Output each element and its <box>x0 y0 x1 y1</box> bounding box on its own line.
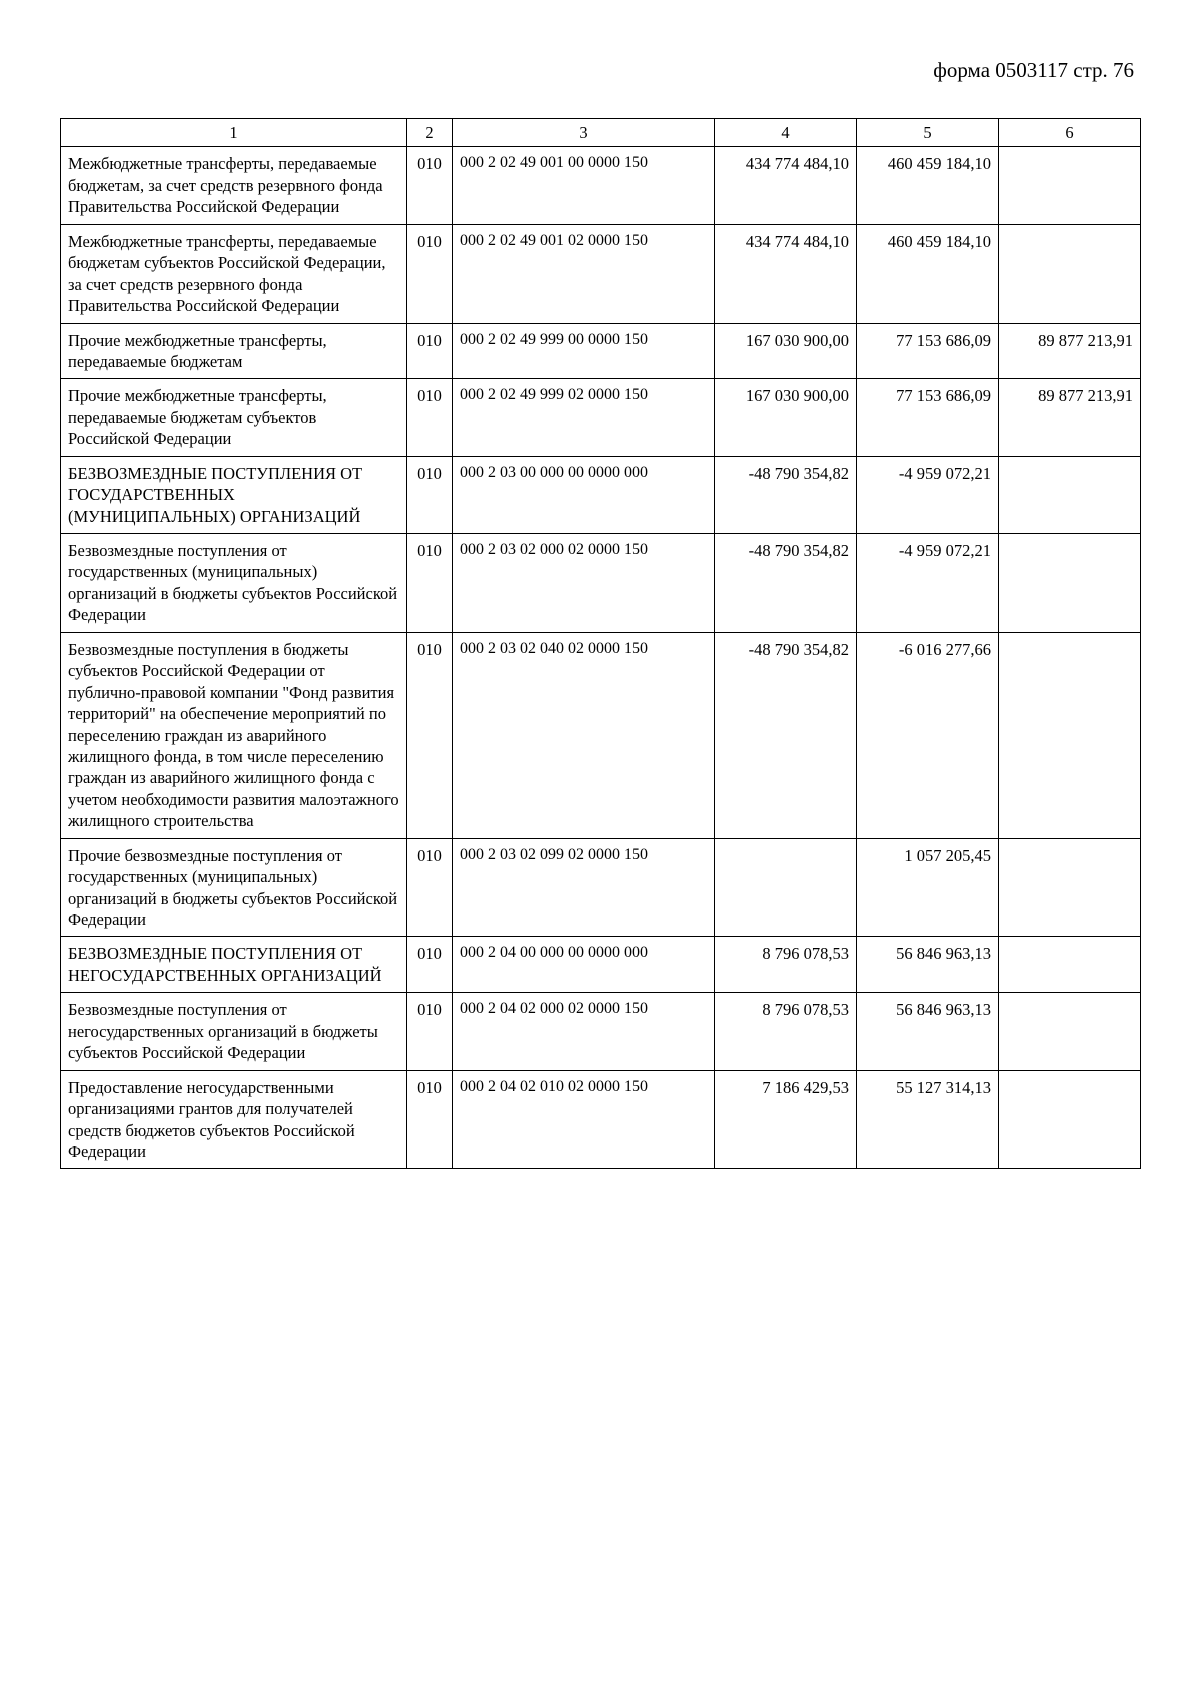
budget-execution-table <box>60 118 1141 1169</box>
row-name-cell: Прочие межбюджетные трансферты, передаваемые бюджетам субъектов Российской Федерации <box>61 379 407 456</box>
table-row <box>61 937 1141 993</box>
column-header-1: 1 <box>61 119 407 147</box>
unexecuted-amount-cell <box>999 456 1141 533</box>
income-code-cell: 000 2 02 49 001 02 0000 150 <box>453 224 715 323</box>
approved-amount-cell: -48 790 354,82 <box>715 534 857 633</box>
row-name-cell: Межбюджетные трансферты, передаваемые бюджетам субъектов Российской Федерации, за счет средств резервного фонда Правительства Российской Федерации <box>61 224 407 323</box>
income-code-cell: 000 2 04 00 000 00 0000 000 <box>453 937 715 993</box>
approved-amount-cell: 167 030 900,00 <box>715 379 857 456</box>
column-header-3: 3 <box>453 119 715 147</box>
column-header-6: 6 <box>999 119 1141 147</box>
line-code-cell: 010 <box>407 147 453 224</box>
column-header-4: 4 <box>715 119 857 147</box>
income-code-cell: 000 2 04 02 010 02 0000 150 <box>453 1070 715 1169</box>
column-number-row <box>61 119 1141 147</box>
income-code-cell: 000 2 03 02 099 02 0000 150 <box>453 838 715 937</box>
row-name-cell: БЕЗВОЗМЕЗДНЫЕ ПОСТУПЛЕНИЯ ОТ ГОСУДАРСТВЕННЫХ (МУНИЦИПАЛЬНЫХ) ОРГАНИЗАЦИЙ <box>61 456 407 533</box>
unexecuted-amount-cell <box>999 993 1141 1070</box>
unexecuted-amount-cell <box>999 937 1141 993</box>
table-row <box>61 534 1141 633</box>
line-code-cell: 010 <box>407 632 453 838</box>
unexecuted-amount-cell <box>999 534 1141 633</box>
table-row <box>61 838 1141 937</box>
approved-amount-cell <box>715 838 857 937</box>
executed-amount-cell: -4 959 072,21 <box>857 456 999 533</box>
unexecuted-amount-cell <box>999 224 1141 323</box>
executed-amount-cell: 77 153 686,09 <box>857 323 999 379</box>
line-code-cell: 010 <box>407 534 453 633</box>
executed-amount-cell: 77 153 686,09 <box>857 379 999 456</box>
line-code-cell: 010 <box>407 1070 453 1169</box>
table-row <box>61 993 1141 1070</box>
row-name-cell: Безвозмездные поступления от негосударственных организаций в бюджеты субъектов Российской Федерации <box>61 993 407 1070</box>
table-row <box>61 1070 1141 1169</box>
executed-amount-cell: -6 016 277,66 <box>857 632 999 838</box>
line-code-cell: 010 <box>407 323 453 379</box>
line-code-cell: 010 <box>407 993 453 1070</box>
line-code-cell: 010 <box>407 838 453 937</box>
column-header-5: 5 <box>857 119 999 147</box>
line-code-cell: 010 <box>407 379 453 456</box>
table-row <box>61 323 1141 379</box>
table-row <box>61 632 1141 838</box>
unexecuted-amount-cell <box>999 1070 1141 1169</box>
approved-amount-cell: 434 774 484,10 <box>715 147 857 224</box>
approved-amount-cell: -48 790 354,82 <box>715 456 857 533</box>
table-row <box>61 224 1141 323</box>
row-name-cell: Прочие безвозмездные поступления от государственных (муниципальных) организаций в бюджеты субъектов Российской Федерации <box>61 838 407 937</box>
executed-amount-cell: 56 846 963,13 <box>857 993 999 1070</box>
approved-amount-cell: 8 796 078,53 <box>715 937 857 993</box>
executed-amount-cell: 56 846 963,13 <box>857 937 999 993</box>
approved-amount-cell: 434 774 484,10 <box>715 224 857 323</box>
unexecuted-amount-cell <box>999 838 1141 937</box>
line-code-cell: 010 <box>407 937 453 993</box>
table-row <box>61 379 1141 456</box>
approved-amount-cell: 7 186 429,53 <box>715 1070 857 1169</box>
line-code-cell: 010 <box>407 456 453 533</box>
row-name-cell: Прочие межбюджетные трансферты, передаваемые бюджетам <box>61 323 407 379</box>
row-name-cell: Безвозмездные поступления в бюджеты субъектов Российской Федерации от публично-правовой компании "Фонд развития территорий" на обеспечение мероприятий по переселению граждан из аварийного жилищного фонда, в том числе переселению граждан из аварийного жилищного фонда с учетом необходимости развития малоэтажного жилищного строительства <box>61 632 407 838</box>
unexecuted-amount-cell <box>999 632 1141 838</box>
row-name-cell: Предоставление негосударственными организациями грантов для получателей средств бюджетов субъектов Российской Федерации <box>61 1070 407 1169</box>
income-code-cell: 000 2 03 00 000 00 0000 000 <box>453 456 715 533</box>
table-row <box>61 147 1141 224</box>
income-code-cell: 000 2 03 02 000 02 0000 150 <box>453 534 715 633</box>
unexecuted-amount-cell: 89 877 213,91 <box>999 379 1141 456</box>
approved-amount-cell: -48 790 354,82 <box>715 632 857 838</box>
income-code-cell: 000 2 02 49 999 02 0000 150 <box>453 379 715 456</box>
executed-amount-cell: -4 959 072,21 <box>857 534 999 633</box>
row-name-cell: БЕЗВОЗМЕЗДНЫЕ ПОСТУПЛЕНИЯ ОТ НЕГОСУДАРСТВЕННЫХ ОРГАНИЗАЦИЙ <box>61 937 407 993</box>
executed-amount-cell: 1 057 205,45 <box>857 838 999 937</box>
unexecuted-amount-cell <box>999 147 1141 224</box>
approved-amount-cell: 167 030 900,00 <box>715 323 857 379</box>
approved-amount-cell: 8 796 078,53 <box>715 993 857 1070</box>
unexecuted-amount-cell: 89 877 213,91 <box>999 323 1141 379</box>
income-code-cell: 000 2 03 02 040 02 0000 150 <box>453 632 715 838</box>
row-name-cell: Межбюджетные трансферты, передаваемые бюджетам, за счет средств резервного фонда Правительства Российской Федерации <box>61 147 407 224</box>
row-name-cell: Безвозмездные поступления от государственных (муниципальных) организаций в бюджеты субъектов Российской Федерации <box>61 534 407 633</box>
income-code-cell: 000 2 04 02 000 02 0000 150 <box>453 993 715 1070</box>
column-header-2: 2 <box>407 119 453 147</box>
line-code-cell: 010 <box>407 224 453 323</box>
executed-amount-cell: 460 459 184,10 <box>857 147 999 224</box>
income-code-cell: 000 2 02 49 001 00 0000 150 <box>453 147 715 224</box>
income-code-cell: 000 2 02 49 999 00 0000 150 <box>453 323 715 379</box>
executed-amount-cell: 55 127 314,13 <box>857 1070 999 1169</box>
form-page-label: форма 0503117 стр. 76 <box>933 58 1134 82</box>
executed-amount-cell: 460 459 184,10 <box>857 224 999 323</box>
table-row <box>61 456 1141 533</box>
